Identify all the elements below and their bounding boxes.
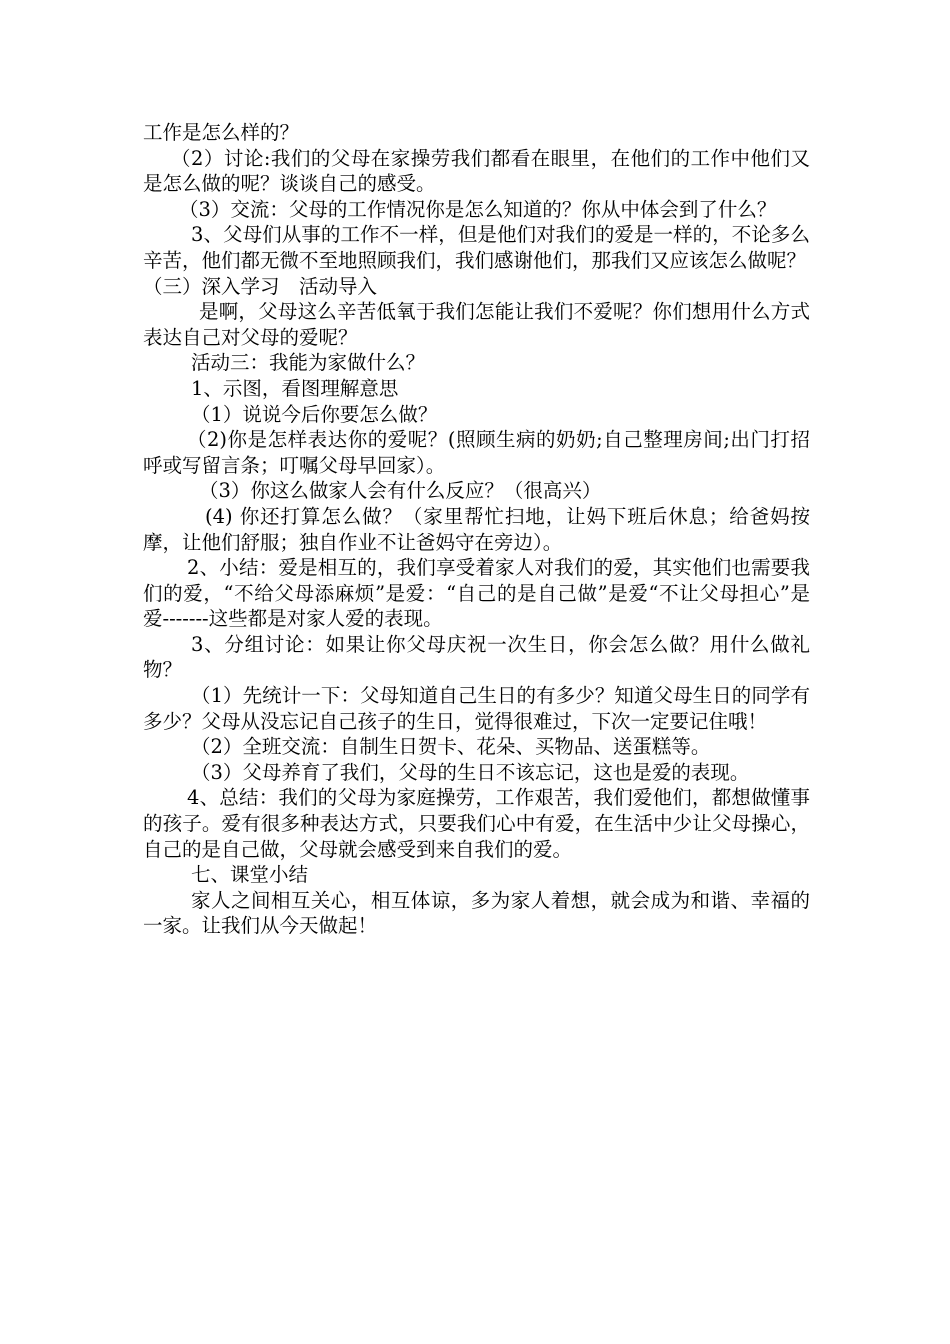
paragraph-sub-1: （1）说说今后你要怎么做？	[191, 402, 438, 426]
section-heading-class-summary: 七、课堂小结	[191, 863, 309, 887]
paragraph-statistics: （1）先统计一下：父母知道自己生日的有多少？知道父母生日的同学有多少？父母从没忘记自己孩子的生日，觉得很难过，下次一定要记住哦！	[143, 684, 810, 733]
paragraph-continuation: 工作是怎么样的？	[143, 121, 300, 144]
paragraph-discussion: （2）讨论:我们的父母在家操劳我们都看在眼里，在他们的工作中他们又是怎么做的呢？谈谈自己的感受。	[143, 146, 810, 196]
paragraph-sub-4: (4) 你还打算怎么做？（家里帮忙扫地，让妈下班后休息；给爸妈按摩，让他们舒服；独自作业不让爸妈守在旁边）。	[143, 504, 810, 554]
paragraph-birthday: （3）父母养育了我们，父母的生日不该忘记，这也是爱的表现。	[191, 760, 750, 784]
paragraph-intro: 是啊，父母这么辛苦低氧于我们怎能让我们不爱呢？你们想用什么方式表达自己对父母的爱呢？	[143, 300, 810, 349]
activity-three-heading: 活动三：我能为家做什么？	[191, 351, 426, 375]
paragraph-summary-2: 2、小结：爱是相互的，我们享受着家人对我们的爱，其实他们也需要我们的爱，“不给父母添麻烦”是爱：“自己的是自己做”是爱“不让父母担心”是爱-------这些都是对家人爱的表现。	[143, 556, 810, 631]
paragraph-exchange: （3）交流：父母的工作情况你是怎么知道的？你从中体会到了什么？	[179, 197, 777, 221]
section-heading-deep-study: （三）深入学习 活动导入	[143, 274, 378, 298]
document-body	[143, 120, 810, 939]
paragraph-class-exchange: （2）全班交流：自制生日贺卡、花朵、买物品、送蛋糕等。	[191, 735, 711, 759]
paragraph-sub-3: （3）你这么做家人会有什么反应？（很高兴）	[199, 479, 602, 503]
paragraph-point-3: 3、父母们从事的工作不一样，但是他们对我们的爱是一样的，不论多么辛苦，他们都无微不至地照顾我们，我们感谢他们，那我们又应该怎么做呢？	[143, 223, 810, 272]
paragraph-sub-2: （2)你是怎样表达你的爱呢？(照顾生病的奶奶;自己整理房间;出门打招呼或写留言条；叮嘱父母早回家）。	[143, 428, 810, 477]
paragraph-step-1: 1、示图，看图理解意思	[191, 376, 399, 400]
paragraph-final: 家人之间相互关心，相互体谅，多为家人着想，就会成为和谐、幸福的一家。让我们从今天做起！	[143, 888, 810, 938]
paragraph-group-discussion: 3、分组讨论：如果让你父母庆祝一次生日，你会怎么做？用什么做礼物？	[143, 632, 810, 682]
paragraph-conclusion-4: 4、总结：我们的父母为家庭操劳，工作艰苦，我们爱他们，都想做懂事的孩子。爱有很多种表达方式，只要我们心中有爱，在生活中少让父母操心，自己的是自己做，父母就会感受到来自我们的爱。	[143, 786, 810, 861]
